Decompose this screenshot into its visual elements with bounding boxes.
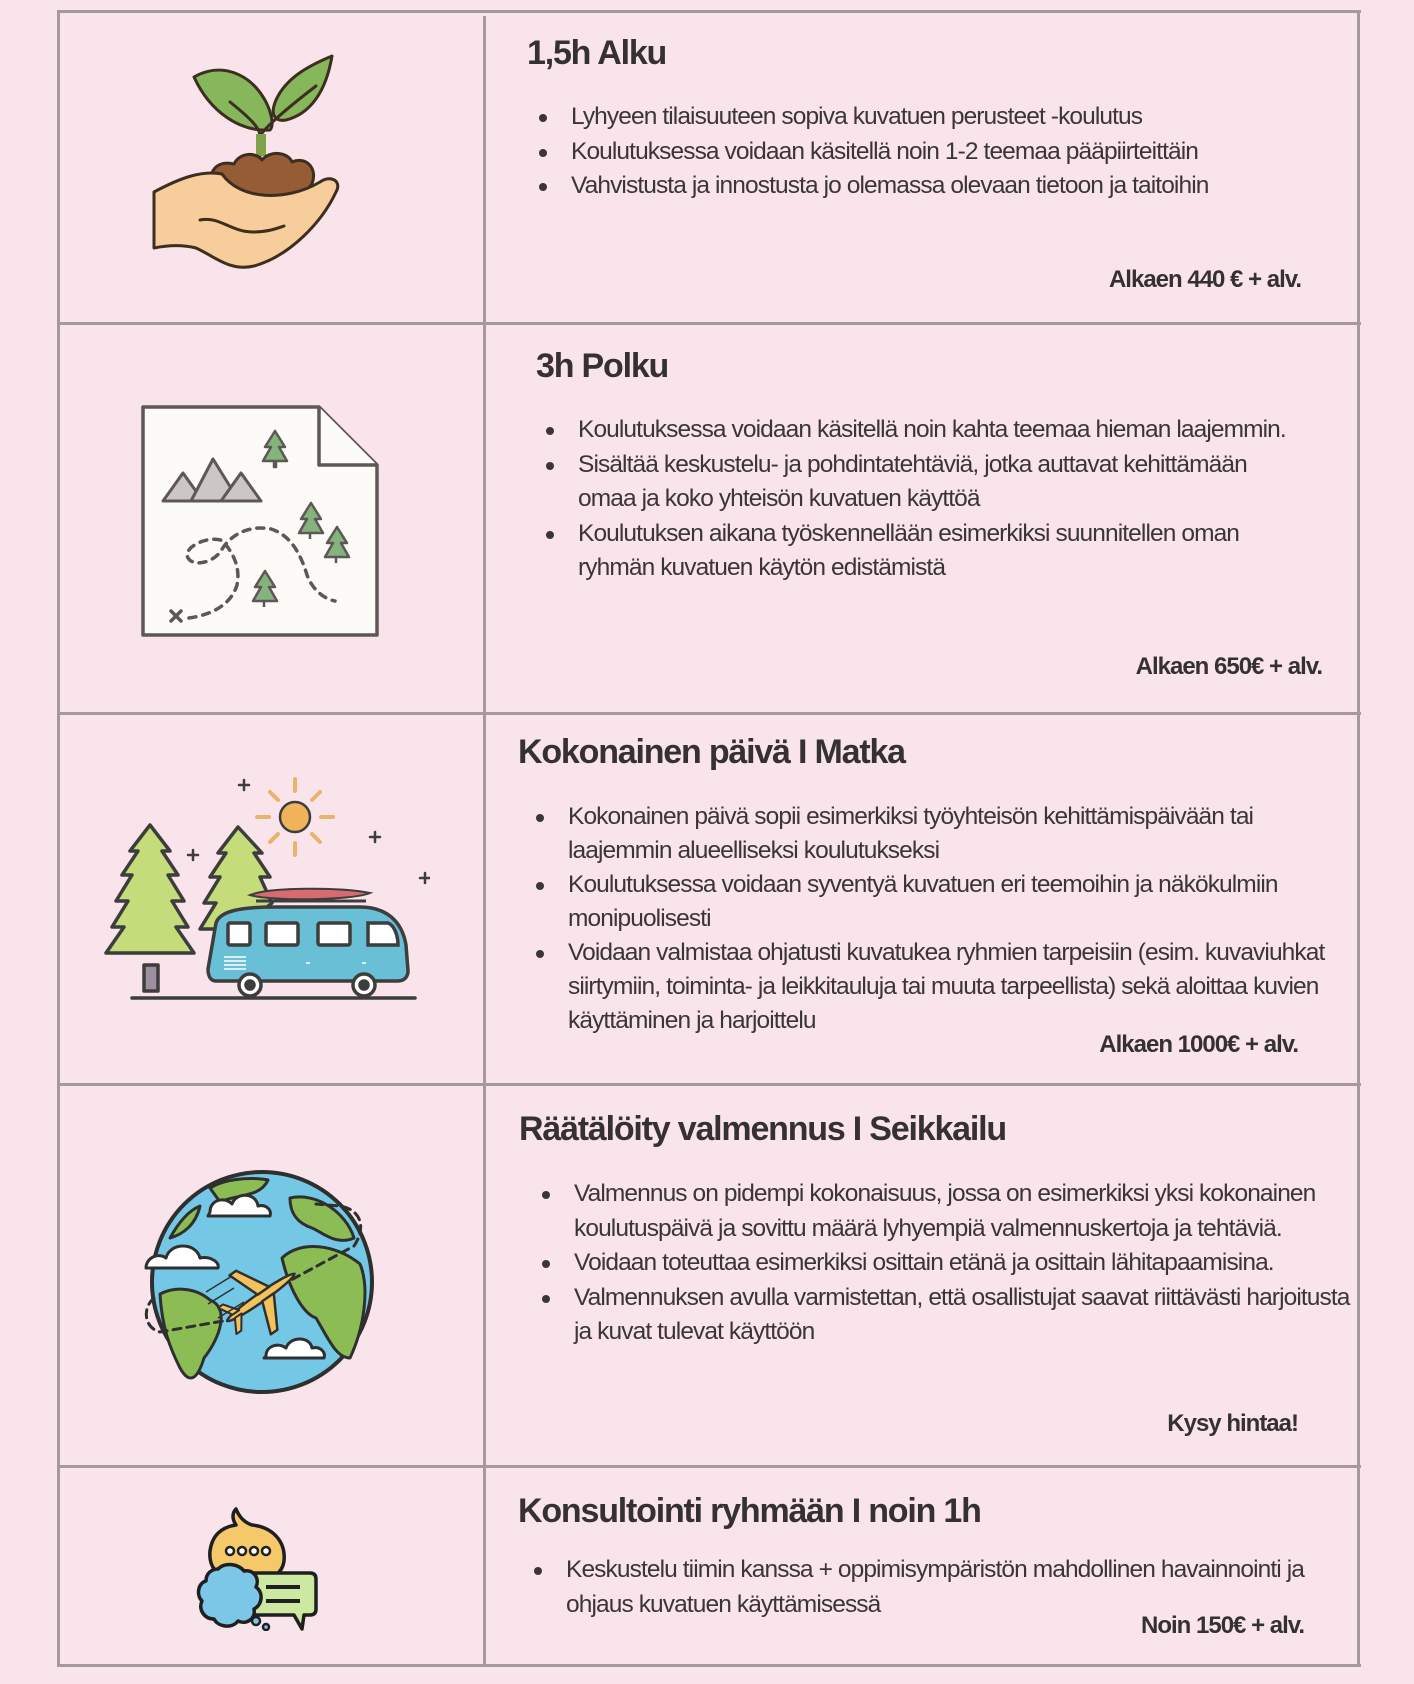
- package-price: Alkaen 650€ + alv.: [1135, 653, 1322, 680]
- feature-item: Keskustelu tiimin kanssa + oppimisympäristön mahdollinen havainnointi ja ohjaus kuvatuen käyttämisessä: [566, 1553, 1366, 1622]
- package-features: [529, 100, 1371, 204]
- package-title: Konsultointi ryhmään I noin 1h: [518, 1492, 981, 1530]
- package-title: Kokonainen päivä I Matka: [518, 733, 905, 771]
- camper-van-trip-icon: [100, 775, 430, 1000]
- package-title: 1,5h Alku: [527, 34, 667, 72]
- row-divider: [57, 712, 1361, 715]
- seedling-in-hand-icon: [150, 52, 370, 274]
- feature-item: Voidaan toteuttaa esimerkiksi osittain etänä ja osittain lähitapaamisina.: [574, 1246, 1364, 1281]
- row-divider: [57, 1083, 1361, 1086]
- feature-item: Koulutuksen aikana työskennellään esimerkiksi suunnitellen oman ryhmän kuvatuen käytön edistämistä: [578, 517, 1298, 586]
- feature-item: Sisältää keskustelu- ja pohdintatehtäviä, jotka auttavat kehittämään omaa ja koko yhteisön kuvatuen käyttöä: [578, 448, 1298, 517]
- feature-item: Lyhyeen tilaisuuteen sopiva kuvatuen perusteet -koulutus: [571, 100, 1371, 135]
- package-title: Räätälöity valmennus I Seikkailu: [519, 1110, 1006, 1148]
- package-price: Alkaen 440 € + alv.: [1108, 266, 1301, 293]
- feature-item: Kokonainen päivä sopii esimerkiksi työyhteisön kehittämispäivään tai laajemmin alueelliseksi koulutukseksi: [568, 800, 1358, 868]
- feature-item: Vahvistusta ja innostusta jo olemassa olevaan tietoon ja taitoihin: [571, 169, 1371, 204]
- globe-airplane-icon: [140, 1168, 380, 1396]
- feature-item: Koulutuksessa voidaan käsitellä noin 1-2 teemaa pääpiirteittäin: [571, 135, 1371, 170]
- package-price: Alkaen 1000€ + alv.: [1099, 1031, 1298, 1058]
- package-price: Noin 150€ + alv.: [1141, 1612, 1304, 1639]
- package-features: [526, 800, 1358, 1038]
- feature-item: Valmennus on pidempi kokonaisuus, jossa on esimerkiksi yksi kokonainen koulutuspäivä ja sovittu määrä lyhyempiä valmennuskertoja ja tehtäviä.: [574, 1177, 1364, 1246]
- feature-item: Voidaan valmistaa ohjatusti kuvatukea ryhmien tarpeisiin (esim. kuvaviuhkat siirtymiin, toiminta- ja leikkitauluja tai muuta tarpeellista) sekä aloittaa kuvien käyttäminen ja harjoittelu: [568, 936, 1358, 1038]
- feature-item: Koulutuksessa voidaan käsitellä noin kahta teemaa hieman laajemmin.: [578, 413, 1298, 448]
- package-features: [532, 1177, 1364, 1350]
- feature-item: Koulutuksessa voidaan syventyä kuvatuen eri teemoihin ja näkökulmiin monipuolisesti: [568, 868, 1358, 936]
- feature-item: Valmennuksen avulla varmistettan, että osallistujat saavat riittävästi harjoitusta ja kuvat tulevat käyttöön: [574, 1281, 1364, 1350]
- row-divider: [57, 322, 1361, 325]
- package-price: Kysy hintaa!: [1167, 1410, 1298, 1437]
- treasure-map-icon: [141, 405, 381, 639]
- table-border-left: [57, 10, 60, 1667]
- table-border-bottom: [57, 1664, 1361, 1667]
- table-border-top: [57, 10, 1361, 13]
- package-title: 3h Polku: [536, 347, 669, 385]
- column-divider: [483, 16, 486, 1667]
- package-features: [536, 413, 1298, 586]
- chat-bubbles-icon: [196, 1505, 320, 1631]
- row-divider: [57, 1465, 1361, 1468]
